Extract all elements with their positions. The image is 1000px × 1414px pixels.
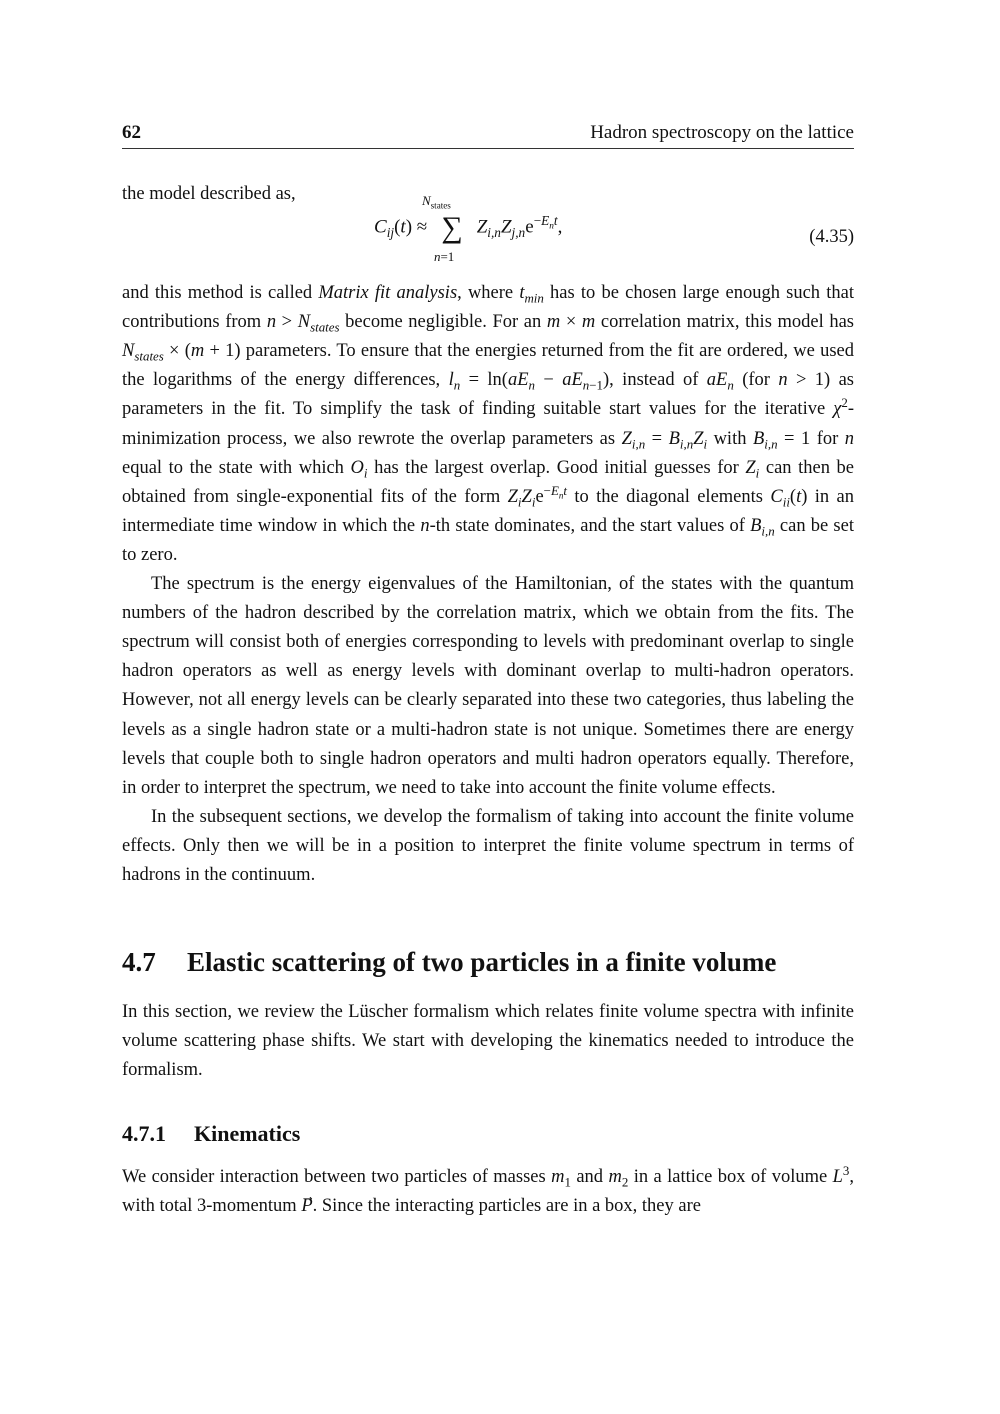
paragraph-section-intro: In this section, we review the Lüscher formalism which relates finite volume spectra with infinite volume scattering phase shifts. We start with developing the kinematics needed to introduce the formalism. [122,1002,854,1081]
summation-sign: $N_{states}$ ∑ n=1 [421,193,463,265]
page-header [122,122,854,149]
section-heading-4-7 [122,944,854,980]
paragraph-spectrum: The spectrum is the energy eigenvalues of the Hamiltonian, of the states with the quantum numbers of the hadron described by the correlation matrix, which we obtain from the fits. The spectrum will consist both of energies corresponding to levels with predominant overlap to single hadron operators as well as energy levels with dominant overlap to multi-hadron operators. However, not all energy levels can be clearly separated into these two categories, thus labeling the levels as a single hadron state or a multi-hadron state is not unique. Sometimes there are energy levels that couple both to single hadron operators and multi hadron operators equally. Therefore, in order to interpret the spectrum, we need to take into account the finite volume effects. [122,574,854,798]
equation-formula: $C_{ij}(t)$ ≈ $N_{states}$ ∑ n=1 $Z_{i,n}Z_{j,n}e^{-E_nt}$, [374,193,563,265]
paragraph-kinematics: We consider interaction between two particles of masses $m_1$ and $m_2$ in a lattice box of volume $L^3$, with total 3-momentum P⃗. Since the interacting particles are in a box, they are [122,1163,854,1217]
page-number: 62 [122,122,141,143]
paragraph-lead: the model described as, [122,184,296,204]
paragraph-subsequent: In the subsequent sections, we develop the formalism of taking into account the finite volume effects. Only then we will be in a position to interpret the finite volume spectrum in terms of hadrons in the continuum. [122,806,854,885]
running-title: Hadron spectroscopy on the lattice [590,122,854,143]
section-title: Elastic scattering of two particles in a finite volume [187,947,777,978]
subsection-title: Kinematics [194,1121,301,1147]
subsection-heading-4-7-1 [122,1119,854,1149]
paragraph-matrix-fit: and this method is called Matrix fit analysis, where $t_{min}$ has to be chosen large enough such that contributions from $n > N_{states}$ become negligible. For an m × m correlation matrix, this model has $N_{states} \times (m + 1)$ parameters. To ensure that the energies returned from the fit are ordered, we used the logarithms of the energy differences, $l_n = \ln(aE_n - aE_{n-1})$, instead of $aE_n$ (for n > 1) as parameters in the fit. To simplify the task of finding suitable start values for the iterative $\chi^2$-minimization process, we also rewrote the overlap parameters as $Z_{i,n} = B_{i,n}Z_i$ with $B_{i,n} = 1$ for n equal to the state with which $O_i$ has the largest overlap. Good initial guesses for $Z_i$ can then be obtained from single-exponential fits of the form $Z_iZ_ie^{-E_nt}$ to the diagonal elements $C_{ii}(t)$ in an intermediate time window in which the n-th state dominates, and the start values of $B_{i,n}$ can be set to zero. [122,283,855,565]
page-body [122,180,854,1222]
section-number: 4.7 [122,947,156,978]
equation-number: (4.35) [809,227,854,248]
subsection-number: 4.7.1 [122,1121,166,1147]
